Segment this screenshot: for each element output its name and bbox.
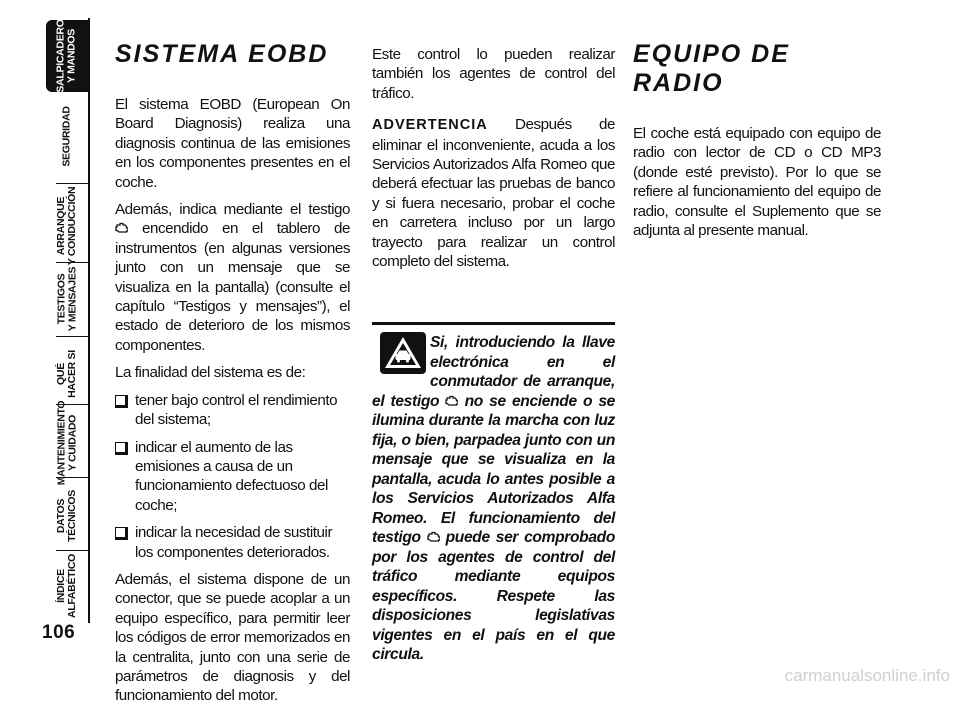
callout-text xyxy=(372,333,615,665)
tab-que-hacer[interactable] xyxy=(46,338,88,410)
callout-text-b: no se enciende o se ilumina durante la marcha con luz fija, o bien, parpadea junto con un mensaje que se visualiza en la pantalla, acuda lo antes posible a los Servicios Autorizados Alfa Romeo. El funcionamiento del testigo xyxy=(372,392,615,546)
eobd-paragraph-3: La finalidad del sistema es de: xyxy=(115,364,306,382)
radio-section xyxy=(633,40,881,248)
tab-testigos[interactable] xyxy=(46,263,88,335)
tab-label: ARRANQUE xyxy=(55,196,67,256)
warning-text: Después de eliminar el inconveniente, acuda a los Servicios Autorizados Alfa Romeo que deberá efectuar las pruebas de banco y si fuera necesario, probar el coche en carretera incluso por un largo trayecto para realizar un control completo del sistema. xyxy=(372,116,615,271)
tab-arranque[interactable] xyxy=(46,186,88,266)
tab-label: Y CUIDADO xyxy=(66,414,79,472)
eobd-paragraph-1: El sistema EOBD (European On Board Diagnosis) realiza una diagnosis continua de las emisiones en los componentes presentes en el coche. xyxy=(115,96,350,191)
eobd-paragraph-4: Además, el sistema dispone de un conector, que se puede acoplar a un equipo específico, para permitir leer los códigos de error memorizados en la centralita, junto con una serie de parámetros de diagnosis y del funcionamiento del motor. xyxy=(115,570,350,705)
eobd-paragraph-2 xyxy=(115,200,350,355)
col2-paragraph-1: Este control lo pueden realizar también los agentes de control del tráfico. xyxy=(372,46,615,102)
tab-label: Y MENSAJES xyxy=(66,266,78,332)
radio-paragraph: El coche está equipado con equipo de radio con lector de CD o CD MP3 (donde esté previsto). Por lo que se refiere al funcionamiento del equipo de radio, consulte el Suplemento que se adjunta al presente manual. xyxy=(633,125,881,240)
warning-heading: ADVERTENCIA xyxy=(372,117,488,134)
eobd-continued xyxy=(372,45,615,279)
tab-label: ÍNDICE xyxy=(55,569,67,603)
tab-label: SALPICADERO xyxy=(55,19,67,93)
list-item xyxy=(115,438,350,516)
safety-callout xyxy=(372,322,615,665)
tab-divider xyxy=(56,477,88,478)
bullet-box-icon xyxy=(115,395,128,408)
bullet-box-icon xyxy=(115,442,128,455)
tab-label: QUÉ xyxy=(55,363,67,385)
engine-warning-icon xyxy=(445,395,458,407)
tab-mantenimiento[interactable] xyxy=(46,400,88,486)
tab-strip-line xyxy=(88,18,90,623)
eobd-purpose-list xyxy=(115,391,350,562)
page-number: 106 xyxy=(42,622,76,643)
tab-label: HACER SI xyxy=(66,350,78,398)
tab-divider xyxy=(56,336,88,337)
callout-text-a: Si, introduciendo la llave electrónica en el conmutador de arranque, el testigo xyxy=(372,334,615,410)
tab-salpicadero[interactable] xyxy=(46,20,88,92)
radio-title: EQUIPO DE RADIO xyxy=(633,40,790,97)
list-item-text: indicar la necesidad de sustituir los componentes deteriorados. xyxy=(135,524,333,561)
list-item xyxy=(115,391,350,430)
eobd-paragraph-2a: Además, indica mediante el testigo xyxy=(115,201,350,219)
callout-rule xyxy=(372,322,615,325)
tab-indice[interactable] xyxy=(46,550,88,622)
tab-label: TESTIGOS xyxy=(55,273,67,325)
eobd-title: SISTEMA EOBD xyxy=(115,40,329,68)
callout-text-c: puede ser comprobado por los agentes de control del tráfico mediante equipos específicos. Respete las disposiciones legislativas vigentes en el país en el que circula. xyxy=(372,529,616,663)
tab-label: Y CONDUCCIÓN xyxy=(66,186,78,266)
list-item-text: indicar el aumento de las emisiones a causa de un funcionamiento defectuoso del coche; xyxy=(135,438,328,514)
tab-label: DATOS xyxy=(55,498,68,534)
tab-divider xyxy=(56,183,88,184)
eobd-section xyxy=(115,40,350,714)
tab-datos[interactable] xyxy=(46,480,88,552)
bullet-box-icon xyxy=(115,527,128,540)
tab-label: ALFABÉTICO xyxy=(66,553,78,619)
warning-paragraph xyxy=(372,115,615,271)
list-item xyxy=(115,523,350,562)
car-warning-icon xyxy=(380,332,426,374)
engine-warning-icon xyxy=(115,222,128,234)
eobd-paragraph-2b: encendido en el tablero de instrumentos (en algunas versiones junto con un mensaje que se visualiza en la pantalla) (consulte el capítulo “Testigos y mensajes”), el estado de deterioro de los mismos componentes. xyxy=(115,220,350,354)
tab-label: Y MANDOS xyxy=(66,29,78,83)
tab-label: MANTENIMIENTO xyxy=(55,400,68,486)
tab-label: SEGURIDAD xyxy=(60,105,73,167)
list-item-text: tener bajo control el rendimiento del sistema; xyxy=(135,391,338,429)
watermark: carmanualsonline.info xyxy=(784,666,950,685)
tab-seguridad[interactable] xyxy=(46,100,88,172)
section-tab-strip xyxy=(0,0,95,692)
tab-label: TÉCNICOS xyxy=(66,490,79,542)
engine-warning-icon xyxy=(427,531,440,543)
